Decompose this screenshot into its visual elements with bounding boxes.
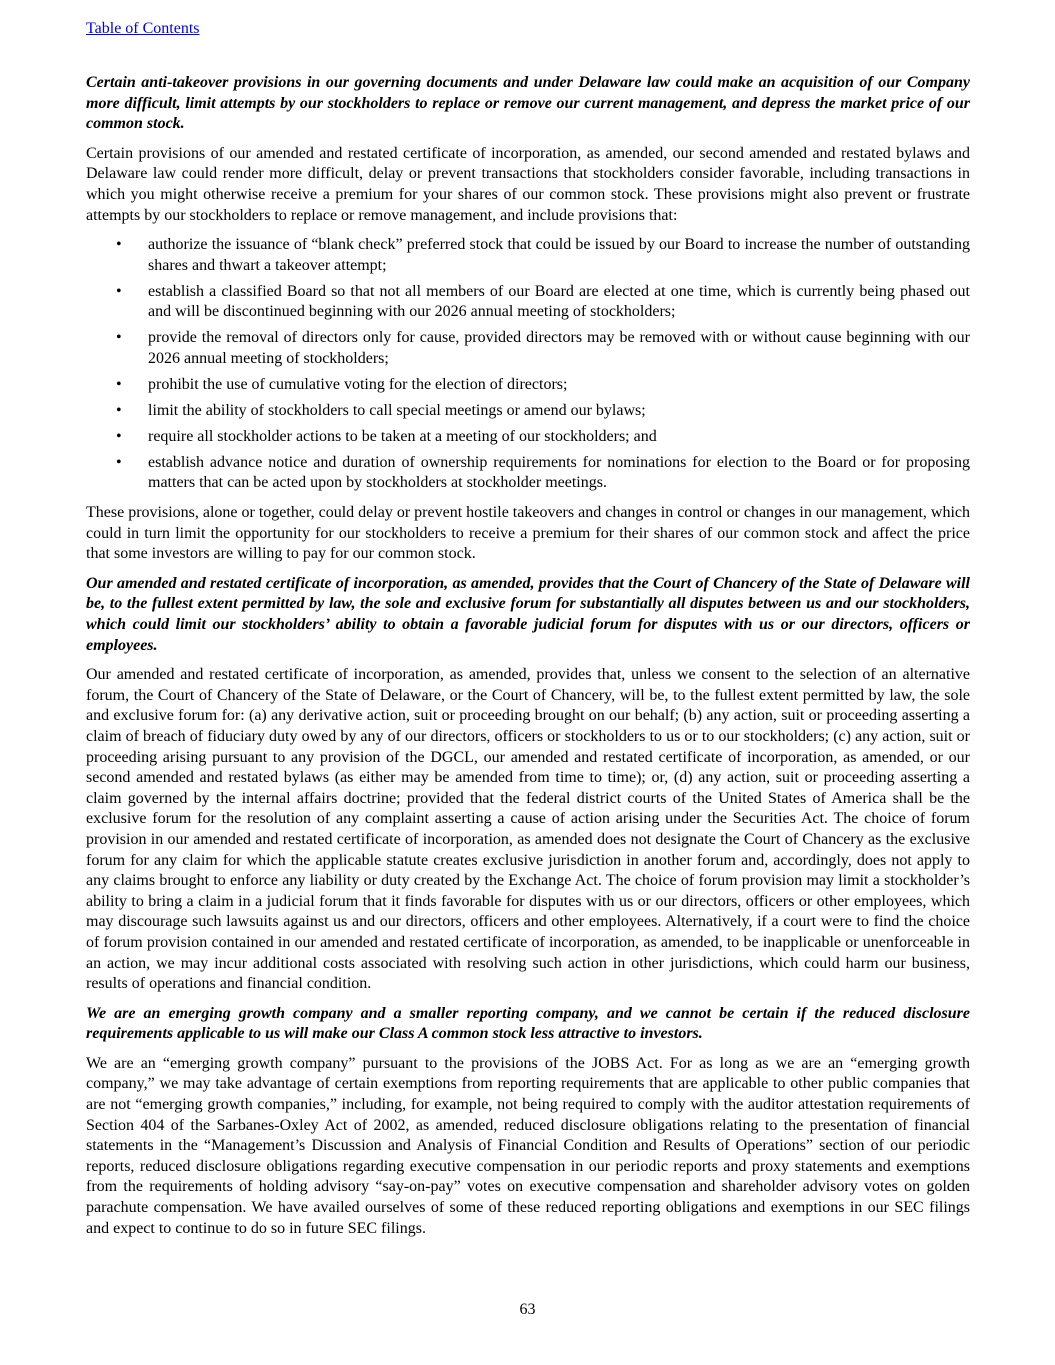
bullet-glyph: • <box>116 427 122 445</box>
bullet-glyph: • <box>116 282 122 300</box>
section-body-exclusive-forum: Our amended and restated certificate of incorporation, as amended, provides that, unless we consent to the selection of an alternative forum, the Court of Chancery of the State of Delaware, or the Court of Chancery, will be, to the fullest extent permitted by law, the sole and exclusive forum for: (a) any derivative action, suit or proceeding brought on our behalf; (b) any action, suit or proceeding asserting a claim of breach of fiduciary duty owed by any of our directors, officers or stockholders to us or to our stockholders; (c) any action, suit or proceeding arising pursuant to any provision of the DGCL, our amended and restated certificate of incorporation, as amended, or our second amended and restated bylaws (as either may be amended from time to time); or, (d) any action, suit or proceeding asserting a claim governed by the internal affairs doctrine; provided that the federal district courts of the United States of America shall be the exclusive forum for the resolution of any complaint asserting a cause of action arising under the Securities Act. The choice of forum provision in our amended and restated certificate of incorporation, as amended does not designate the Court of Chancery as the exclusive forum for any claim for which the applicable statute creates exclusive jurisdiction in another forum and, accordingly, does not apply to any claims brought to enforce any liability or duty created by the Exchange Act. The choice of forum provision may limit a stockholder’s ability to bring a claim in a judicial forum that it finds favorable for disputes with us or our directors, officers or other employees, which may discourage such lawsuits against us and our directors, officers and other employees. Alternatively, if a court were to find the choice of forum provision contained in our amended and restated certificate of incorporation, as amended, to be inapplicable or unenforceable in an action, we may incur additional costs associated with resolving such action in other jurisdictions, which could harm our business, results of operations and financial condition. <box>86 666 970 993</box>
page-number: 63 <box>519 1301 536 1318</box>
list-item-text: require all stockholder actions to be taken at a meeting of our stockholders; and <box>148 427 657 445</box>
bullet-glyph: • <box>116 329 122 347</box>
list-item-text: authorize the issuance of “blank check” preferred stock that could be issued by our Board to increase the number of outstanding shares and thwart a takeover attempt; <box>148 236 970 274</box>
section-body-emerging-growth: We are an “emerging growth company” pursuant to the provisions of the JOBS Act. For as long as we are an “emerging growth company,” we may take advantage of certain exemptions from reporting requirements that are applicable to other public companies that are not “emerging growth companies,” including, for example, not being required to comply with the auditor attestation requirements of Section 404 of the Sarbanes-Oxley Act of 2002, as amended, reduced disclosure obligations relating to the presentation of financial statements in the “Management’s Discussion and Analysis of Financial Condition and Results of Operations” section of our periodic reports, reduced disclosure obligations regarding executive compensation in our periodic reports and proxy statements and exemptions from the requirements of holding advisory “say-on-pay” votes on executive compensation and shareholder advisory votes on golden parachute compensation. We have availed ourselves of some of these reduced reporting obligations and exemptions in our SEC filings and expect to continue to do so in future SEC filings. <box>86 1054 970 1237</box>
list-item <box>86 453 970 494</box>
list-item <box>86 427 970 448</box>
list-item <box>86 375 970 396</box>
provisions-list <box>86 235 970 494</box>
section-intro-anti-takeover: Certain provisions of our amended and restated certificate of incorporation, as amended, our second amended and restated bylaws and Delaware law could render more difficult, delay or prevent transactions that stockholders consider favorable, including transactions in which you might otherwise receive a premium for your shares of our common stock. These provisions might also prevent or frustrate attempts by our stockholders to replace or remove management, and include provisions that: <box>86 144 970 224</box>
section-closing-anti-takeover: These provisions, alone or together, could delay or prevent hostile takeovers and changes in control or changes in our management, which could in turn limit the opportunity for our stockholders to receive a premium for their shares of our common stock and affect the price that some investors are willing to pay for our common stock. <box>86 504 970 563</box>
list-item <box>86 282 970 323</box>
bullet-glyph: • <box>116 453 122 471</box>
document-body <box>86 73 970 1248</box>
table-of-contents-link[interactable]: Table of Contents <box>86 20 200 37</box>
list-item <box>86 401 970 422</box>
list-item-text: provide the removal of directors only for cause, provided directors may be removed with or without cause beginning with our 2026 annual meeting of stockholders; <box>148 329 970 367</box>
list-item <box>86 328 970 369</box>
list-item <box>86 235 970 276</box>
section-heading-exclusive-forum: Our amended and restated certificate of incorporation, as amended, provides that the Court of Chancery of the State of Delaware will be, to the fullest extent permitted by law, the sole and exclusive forum for substantially all disputes between us and our stockholders, which could limit our stockholders’ ability to obtain a favorable judicial forum for disputes with us or our directors, officers or employees. <box>86 574 970 654</box>
section-heading-anti-takeover: Certain anti-takeover provisions in our governing documents and under Delaware law could make an acquisition of our Company more difficult, limit attempts by our stockholders to replace or remove our current management, and depress the market price of our common stock. <box>86 74 970 133</box>
list-item-text: establish advance notice and duration of ownership requirements for nominations for election to the Board or for proposing matters that can be acted upon by stockholders at stockholder meetings. <box>148 453 970 492</box>
bullet-glyph: • <box>116 375 122 393</box>
list-item-text: limit the ability of stockholders to call special meetings or amend our bylaws; <box>148 401 646 419</box>
list-item-text: prohibit the use of cumulative voting for the election of directors; <box>148 375 568 393</box>
list-item-text: establish a classified Board so that not all members of our Board are elected at one time, which is currently being phased out and will be discontinued beginning with our 2026 annual meeting of stockholders; <box>148 282 970 321</box>
section-heading-emerging-growth: We are an emerging growth company and a smaller reporting company, and we cannot be certain if the reduced disclosure requirements applicable to us will make our Class A common stock less attractive to investors. <box>86 1004 970 1043</box>
bullet-glyph: • <box>116 236 122 254</box>
bullet-glyph: • <box>116 401 122 419</box>
